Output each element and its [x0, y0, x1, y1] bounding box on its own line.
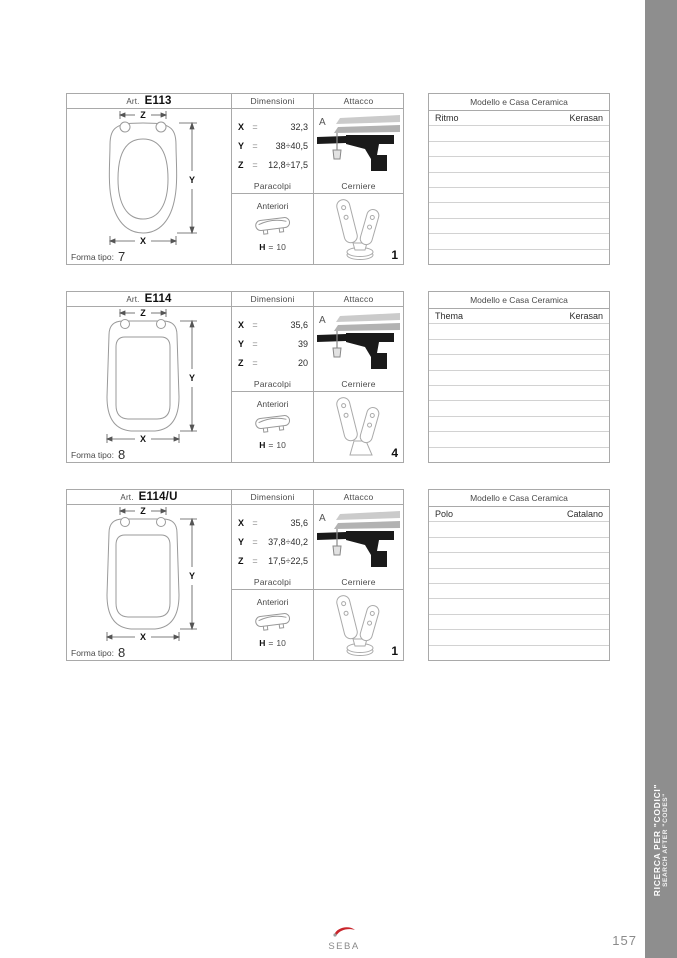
- dim-label: X: [238, 319, 245, 330]
- model-row-empty: [429, 630, 609, 645]
- dim-value: 39: [298, 338, 309, 349]
- dimensioni-header: Dimensioni: [232, 490, 313, 505]
- equals-sign: =: [252, 536, 258, 547]
- h-equals: =: [268, 638, 274, 648]
- forma-tipo: [67, 645, 231, 660]
- logo-text: SEBA: [328, 941, 360, 952]
- model-name: Thema: [435, 311, 464, 322]
- dimensions-column: [232, 490, 314, 660]
- h-value: 10: [276, 440, 286, 450]
- dim-x-label: X: [139, 632, 147, 642]
- models-header: Modello e Casa Ceramica: [429, 94, 609, 111]
- paracolpi-cell: [232, 590, 313, 660]
- model-row-empty: [429, 173, 609, 188]
- h-dimension: [259, 440, 286, 450]
- equals-sign: =: [252, 338, 258, 349]
- forma-tipo: [67, 447, 231, 462]
- model-row: [429, 111, 609, 126]
- seat-drawing-oval: [67, 109, 231, 249]
- drawing-column: [67, 292, 232, 462]
- dim-value: 35,6: [290, 319, 309, 330]
- h-dimension: [259, 638, 286, 648]
- dim-value: 12,8÷17,5: [268, 159, 309, 170]
- attacco-diagram-icon: [316, 508, 402, 572]
- product-block-e114u: [0, 489, 677, 661]
- equals-sign: =: [252, 319, 258, 330]
- forma-tipo-label: Forma tipo:: [71, 251, 114, 262]
- attacco-column: [314, 490, 403, 660]
- seat-drawing-square: [67, 505, 231, 645]
- model-row: [429, 507, 609, 522]
- dim-label: Y: [238, 140, 245, 151]
- dimension-row: [232, 136, 313, 155]
- attacco-cell: [314, 505, 403, 575]
- attacco-header: Attacco: [314, 292, 403, 307]
- dim-label: Y: [238, 338, 245, 349]
- model-name: Ritmo: [435, 113, 459, 124]
- page-number: 157: [612, 933, 637, 948]
- dim-z-label: Z: [140, 308, 146, 318]
- model-row-empty: [429, 417, 609, 432]
- model-name: Polo: [435, 509, 454, 520]
- seba-logo: [322, 924, 366, 952]
- dimensions-column: [232, 94, 314, 264]
- section-title-it: RICERCA PER "CODICI": [652, 783, 662, 897]
- models-table: [428, 291, 610, 463]
- dimensions-column: [232, 292, 314, 462]
- dimensioni-header: Dimensioni: [232, 292, 313, 307]
- equals-sign: =: [252, 555, 258, 566]
- forma-tipo-label: Forma tipo:: [71, 647, 114, 658]
- drawing-column: [67, 490, 232, 660]
- model-row-empty: [429, 355, 609, 370]
- art-header: [67, 292, 231, 307]
- attacco-cell: [314, 109, 403, 179]
- equals-sign: =: [252, 159, 258, 170]
- model-row: [429, 309, 609, 324]
- dim-label: Y: [238, 536, 245, 547]
- cerniere-header: Cerniere: [314, 575, 403, 590]
- h-value: 10: [276, 242, 286, 252]
- models-table: [428, 489, 610, 661]
- attacco-column: [314, 94, 403, 264]
- art-label: Art.: [126, 294, 140, 304]
- section-tab-text: [652, 784, 670, 896]
- model-row-empty: [429, 234, 609, 249]
- paracolpi-cell: [232, 194, 313, 264]
- paracolpi-header: Paracolpi: [232, 575, 313, 590]
- cerniere-cell: [314, 590, 403, 660]
- cerniere-count: 1: [391, 248, 398, 262]
- model-row-empty: [429, 448, 609, 462]
- product-block-e113: [0, 93, 677, 265]
- h-dimension: [259, 242, 286, 252]
- dim-z-label: Z: [140, 506, 146, 516]
- section-title-en: SEARCH AFTER "CODES": [662, 793, 669, 887]
- dim-y-label: Y: [188, 175, 196, 185]
- attacco-letter: A: [318, 117, 326, 128]
- dim-value: 35,6: [290, 517, 309, 528]
- dim-value: 38÷40,5: [275, 140, 309, 151]
- forma-tipo-value: 8: [118, 645, 126, 660]
- forma-tipo-label: Forma tipo:: [71, 449, 114, 460]
- section-tab-bar: [645, 0, 677, 958]
- product-table: [66, 489, 404, 661]
- attacco-diagram-icon: [316, 310, 402, 374]
- seat-oval-icon: [67, 109, 232, 249]
- art-code: E113: [144, 95, 172, 107]
- h-label: H: [259, 440, 266, 450]
- model-row-empty: [429, 203, 609, 218]
- anteriori-label: Anteriori: [256, 597, 289, 607]
- seat-square-icon: [67, 505, 232, 645]
- hinge-icon: [324, 593, 394, 657]
- model-row-empty: [429, 219, 609, 234]
- h-equals: =: [268, 440, 274, 450]
- model-row-empty: [429, 157, 609, 172]
- dim-label: Z: [238, 555, 244, 566]
- dim-value: 37,8÷40,2: [268, 536, 309, 547]
- product-table: [66, 93, 404, 265]
- model-row-empty: [429, 538, 609, 553]
- attacco-diagram-icon: [316, 112, 402, 176]
- attacco-letter: A: [318, 315, 326, 326]
- model-row-empty: [429, 250, 609, 264]
- art-code: E114/U: [138, 491, 178, 503]
- dim-label: X: [238, 121, 245, 132]
- art-label: Art.: [120, 492, 134, 502]
- attacco-header: Attacco: [314, 490, 403, 505]
- h-equals: =: [268, 242, 274, 252]
- art-header: [67, 94, 231, 109]
- cerniere-header: Cerniere: [314, 179, 403, 194]
- cerniere-cell: [314, 392, 403, 462]
- bumper-icon: [252, 412, 294, 438]
- model-row-empty: [429, 340, 609, 355]
- dimensioni-header: Dimensioni: [232, 94, 313, 109]
- model-row-empty: [429, 646, 609, 660]
- product-table: [66, 291, 404, 463]
- art-label: Art.: [126, 96, 140, 106]
- logo-swoosh-icon: [331, 925, 357, 937]
- bumper-icon: [252, 214, 294, 240]
- art-header: [67, 490, 231, 505]
- model-brand: Catalano: [566, 509, 603, 520]
- dim-z-label: Z: [140, 110, 146, 120]
- anteriori-label: Anteriori: [256, 399, 289, 409]
- attacco-column: [314, 292, 403, 462]
- h-value: 10: [276, 638, 286, 648]
- dimension-row: [232, 551, 313, 570]
- dim-label: X: [238, 517, 245, 528]
- dimension-row: [232, 353, 313, 372]
- dimension-list: [232, 109, 313, 179]
- dim-label: Z: [238, 159, 244, 170]
- dimension-list: [232, 307, 313, 377]
- dimension-row: [232, 117, 313, 136]
- h-label: H: [259, 242, 266, 252]
- model-brand: Kerasan: [569, 311, 603, 322]
- model-row-empty: [429, 401, 609, 416]
- model-row-empty: [429, 324, 609, 339]
- dim-value: 20: [298, 357, 309, 368]
- model-row-empty: [429, 188, 609, 203]
- model-row-empty: [429, 553, 609, 568]
- drawing-column: [67, 94, 232, 264]
- dim-y-label: Y: [188, 571, 196, 581]
- equals-sign: =: [252, 121, 258, 132]
- dimension-row: [232, 155, 313, 174]
- dim-y-label: Y: [188, 373, 196, 383]
- model-row-empty: [429, 386, 609, 401]
- model-row-empty: [429, 569, 609, 584]
- model-row-empty: [429, 371, 609, 386]
- dim-x-label: X: [139, 434, 147, 444]
- model-row-empty: [429, 599, 609, 614]
- cerniere-header: Cerniere: [314, 377, 403, 392]
- product-block-e114: [0, 291, 677, 463]
- bumper-icon: [252, 610, 294, 636]
- cerniere-cell: [314, 194, 403, 264]
- model-row-empty: [429, 615, 609, 630]
- model-brand: Kerasan: [569, 113, 603, 124]
- dimension-row: [232, 315, 313, 334]
- equals-sign: =: [252, 140, 258, 151]
- dimension-list: [232, 505, 313, 575]
- model-row-empty: [429, 584, 609, 599]
- hinge-icon: [324, 395, 394, 459]
- anteriori-label: Anteriori: [256, 201, 289, 211]
- model-row-empty: [429, 142, 609, 157]
- forma-tipo-value: 8: [118, 447, 126, 462]
- forma-tipo-value: 7: [118, 249, 126, 264]
- equals-sign: =: [252, 357, 258, 368]
- dimension-row: [232, 513, 313, 532]
- models-header: Modello e Casa Ceramica: [429, 292, 609, 309]
- paracolpi-header: Paracolpi: [232, 377, 313, 392]
- cerniere-count: 4: [391, 446, 398, 460]
- dim-x-label: X: [139, 236, 147, 246]
- model-row-empty: [429, 522, 609, 537]
- seat-drawing-square: [67, 307, 231, 447]
- models-header: Modello e Casa Ceramica: [429, 490, 609, 507]
- attacco-cell: [314, 307, 403, 377]
- equals-sign: =: [252, 517, 258, 528]
- art-code: E114: [144, 293, 172, 305]
- hinge-icon: [324, 197, 394, 261]
- paracolpi-cell: [232, 392, 313, 462]
- models-table: [428, 93, 610, 265]
- h-label: H: [259, 638, 266, 648]
- attacco-header: Attacco: [314, 94, 403, 109]
- dimension-row: [232, 532, 313, 551]
- dim-label: Z: [238, 357, 244, 368]
- dim-value: 17,5÷22,5: [268, 555, 309, 566]
- forma-tipo: [67, 249, 231, 264]
- attacco-letter: A: [318, 513, 326, 524]
- model-row-empty: [429, 432, 609, 447]
- dimension-row: [232, 334, 313, 353]
- cerniere-count: 1: [391, 644, 398, 658]
- dim-value: 32,3: [290, 121, 309, 132]
- seat-square-icon: [67, 307, 232, 447]
- model-row-empty: [429, 126, 609, 141]
- paracolpi-header: Paracolpi: [232, 179, 313, 194]
